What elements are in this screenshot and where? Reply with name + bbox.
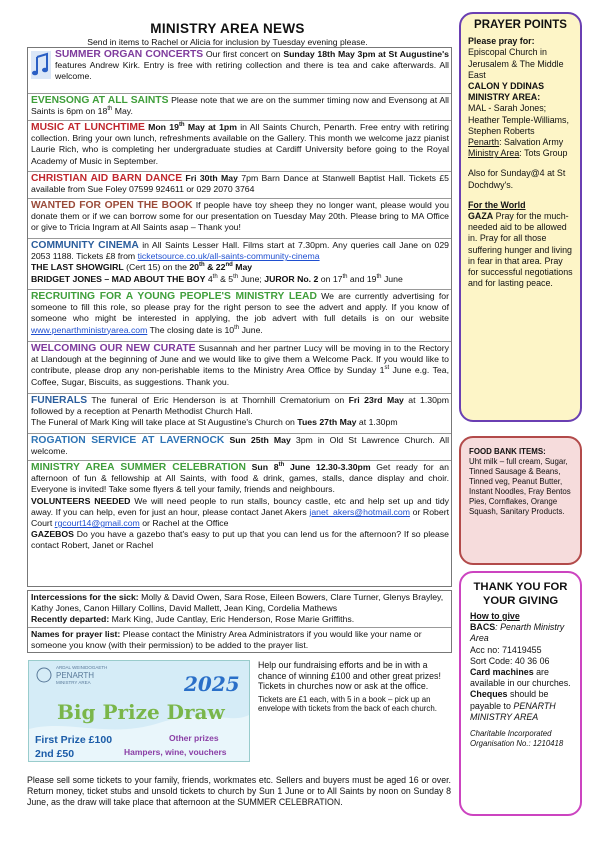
- ticket-info: Tickets are £1 each, with 5 in a book – pick up an envelope with tickets from the back of each church.: [258, 694, 437, 714]
- prayer-points-box: [459, 12, 582, 422]
- email-link-robert[interactable]: rgcourt14@gmail.com: [54, 518, 140, 529]
- lunchtime-date: Mon 19: [144, 122, 179, 132]
- organ-text-2: features Andrew Kirk. Entry is free with retiring collection and there is tea and cake afterwards. All welcome.: [55, 60, 449, 82]
- prayer-gaza-label: GAZA: [468, 211, 494, 222]
- recruit-heading: RECRUITING FOR A YOUNG PEOPLE'S MINISTRY LEAD: [31, 291, 317, 302]
- film-month: May: [232, 262, 253, 273]
- superscript: th: [376, 273, 382, 280]
- superscript: th: [212, 273, 218, 280]
- prize-draw-info: [258, 660, 448, 714]
- cinema-text: in All Saints Lesser Hall. Films start at 7.30pm. Any queries call Jane on 029 2053 1188. Tickets £8 from: [31, 240, 449, 262]
- how-to-give: How to give: [470, 611, 520, 621]
- evensong-text: Please note that we are on the summer timing now and Evensong at All Saints is 6pm on 18: [31, 95, 449, 117]
- film-text: (Cert 15) on the: [123, 262, 190, 273]
- sell-tickets-text: Please sell some tickets to your family, friends, workmates etc. Sellers and buyers must be aged 16 or over. Return money, ticket stubs and unsold tickets to church by Sun 1 June or to All Saints by noon on Sunday 8 June, as the draw will take place that afternoon at the SUMMER CELEBRATION.: [27, 775, 451, 807]
- prayer-world-heading: For the World: [468, 199, 526, 210]
- gazebos-label: GAZEBOS: [31, 529, 74, 540]
- prize-draw-graphic: [29, 661, 249, 761]
- community-cinema-section: [28, 239, 451, 290]
- prayer-penarth-text: : Salvation Army: [499, 137, 564, 148]
- prayer-ministry-area: Ministry Area: [468, 148, 520, 159]
- superscript: st: [384, 365, 390, 372]
- cinema-heading: COMMUNITY CINEMA: [31, 240, 139, 251]
- superscript: nd: [225, 262, 233, 269]
- film-date: 4: [205, 273, 213, 284]
- prayer-ministry-text: : Tots Group: [519, 148, 568, 159]
- evensong-heading: EVENSONG AT ALL SAINTS: [31, 95, 169, 106]
- music-lunchtime-section: [28, 121, 451, 172]
- names-label: Names for prayer list:: [31, 628, 121, 639]
- other-prizes-list: Hampers, wine, vouchers: [124, 747, 227, 757]
- prayer-points-title: PRAYER POINTS: [474, 19, 567, 31]
- account-number: Acc no: 71419455: [470, 644, 542, 655]
- prayer-list-note: [28, 628, 451, 652]
- organ-text: Our first concert on: [203, 49, 284, 59]
- book-text: If people have toy sheep they no longer want, please would you donate them or if we can borrow some for our presentation on Tuesday May 20th. Please bring to MA Office or give to Tricia Ingram at All Saints asap – Thank you!: [31, 200, 449, 233]
- volunteers-text-3: or Rachel at the Office: [139, 518, 229, 529]
- barn-heading: CHRISTIAN AID BARN DANCE: [31, 173, 183, 184]
- rogation-heading: ROGATION SERVICE AT LAVERNOCK: [31, 435, 225, 446]
- card-text: are available in our churches.: [470, 667, 571, 689]
- draw-title: Big Prize Draw: [57, 700, 225, 724]
- volunteers-text: We will need people to run stalls, bouncy castle, etc and help set up and tidy away. If you can help, even for just an hour, please contact Janet Akers: [31, 495, 449, 517]
- prayer-intro: Please pray for:: [468, 36, 535, 47]
- recruit-text-3: June.: [239, 324, 263, 335]
- prayer-episcopal: Episcopal Church in Jerusalem & The Middle East: [468, 47, 564, 80]
- curate-heading: WELCOMING OUR NEW CURATE: [31, 343, 196, 354]
- superscript: th: [199, 262, 205, 269]
- prize-draw-text: Help our fundraising efforts and be in with a chance of winning £100 and other great prizes! Tickets in churches now or ask at the office.: [258, 660, 441, 692]
- departed-label: Recently departed:: [31, 614, 110, 625]
- cheques-label: Cheques: [470, 689, 508, 700]
- giving-title: THANK YOU FOR YOUR GIVING: [473, 581, 568, 607]
- recruit-text-2: The closing date is 10: [147, 324, 235, 335]
- book-heading: WANTED FOR OPEN THE BOOK: [31, 200, 193, 211]
- email-link-janet[interactable]: janet_akers@hotmail.com: [309, 506, 410, 517]
- food-bank-title: FOOD BANK ITEMS:: [469, 447, 546, 456]
- superscript: th: [107, 106, 113, 113]
- funerals-text-2: at 1.30pm followed by a reception at Penarth Methodist Church Hall.: [31, 395, 449, 417]
- volunteers-text-2: or Robert Court: [31, 506, 449, 529]
- giving-box: [459, 571, 582, 816]
- celebration-date: Sun 8: [245, 462, 279, 472]
- film-month: June: [381, 273, 403, 284]
- departed-text: Mark King, Jude Cantlay, Eric Henderson, Rose Marie Griffiths.: [109, 614, 355, 625]
- intercessions-panel: [27, 590, 452, 653]
- page-title: MINISTRY AREA NEWS: [150, 21, 305, 36]
- rogation-date: Sun 25th May: [224, 435, 291, 445]
- second-prize: 2nd £50: [35, 748, 75, 760]
- film-date: & 22: [204, 262, 226, 273]
- film-title: THE LAST SHOWGIRL: [31, 262, 124, 273]
- food-bank-items: Uht milk – full cream, Sugar, Tinned Sausage & Beans, Tinned veg, Peanut Butter, Instant Noodles, Fray Bentos Pies, Cornflakes, Orange Squash, Sanitary Products.: [469, 457, 571, 516]
- film-title: JUROR No. 2: [264, 273, 319, 284]
- bacs-label: BACS: [470, 622, 496, 633]
- celebration-time: June 12.30-3.30pm: [284, 462, 371, 472]
- lunchtime-heading: MUSIC AT LUNCHTIME: [31, 122, 145, 133]
- volunteers-label: VOLUNTEERS NEEDED: [31, 495, 131, 506]
- music-note-icon: [31, 51, 51, 79]
- funerals-text-3: The Funeral of Mark King will take place at St Augustine's Church on: [31, 417, 298, 428]
- intercessions-sick: [28, 591, 451, 628]
- organ-heading: SUMMER ORGAN CONCERTS: [55, 49, 204, 60]
- rogation-text: 3pm in Old St Lawrence Church. All welcome.: [31, 435, 449, 457]
- sick-text: Molly & David Owen, Sara Rose, Eileen Bowers, Clare Turner, Glenys Brayley, Kathy Jones, Canon Hillary Collins, David Mallett, Jean King, Cordelia Mathews: [31, 592, 444, 614]
- funeral-date: Fri 23rd May: [348, 395, 404, 405]
- draw-year: 2025: [184, 672, 240, 696]
- superscript: th: [234, 324, 240, 331]
- prize-draw-banner: [28, 660, 250, 762]
- celebration-heading: MINISTRY AREA SUMMER CELEBRATION: [31, 462, 246, 473]
- superscript: th: [278, 462, 285, 469]
- barn-date: Fri 30th May: [182, 173, 238, 183]
- funerals-text: The funeral of Eric Henderson is at Thornhill Crematorium on: [87, 395, 349, 405]
- sick-label: Intercessions for the sick:: [31, 592, 139, 602]
- prayer-penarth: Penarth: [468, 137, 500, 148]
- film-date: 20: [189, 262, 200, 273]
- funerals-heading: FUNERALS: [31, 395, 88, 406]
- curate-text-2: June e.g. Tea, Coffee, Sugar, Biscuits, as suggestions. Thank you.: [31, 365, 449, 387]
- superscript: th: [342, 273, 348, 280]
- gazebos-text: Do you have a gazebo that's easy to put up that you can lend us for the afternoon? If so please contact Robert, Janet or Rachel: [31, 529, 449, 551]
- charity-number: Charitable Incorporated Organisation No.: 1210418: [470, 729, 564, 749]
- new-curate-section: [28, 342, 451, 394]
- summer-celebration-section: [28, 461, 451, 573]
- logo-sub-text: MINISTRY AREA: [56, 680, 91, 685]
- cheques-text: should be payable to: [470, 689, 549, 711]
- curate-text: Susannah and her partner Lucy will be moving in to the Rectory at Llandough at the beginning of June and we would like to give them a Welcome Pack. If you would like to contribute, please drop any non-perishable items to the Ministry Area Office by Sunday 1: [31, 343, 449, 376]
- lunchtime-time: May at 1pm: [184, 122, 237, 132]
- sort-code: Sort Code: 40 36 06: [470, 655, 550, 666]
- prayer-gaza-text: Pray for the much-needed aid to be allowed in. Pray for all those suffering hunger and living in fear in that area. Pray for successful negotiations and for lasting peace.: [468, 211, 573, 289]
- organ-date: Sunday 18th May 3pm at St Augustine's: [283, 49, 449, 59]
- superscript: th: [233, 273, 239, 280]
- funerals-text-4: at 1.30pm: [356, 417, 398, 428]
- lunchtime-text: in All Saints Church, Penarth. Free entry with retiring collection. Bring your own lunch, refreshments available on the Gallery. This month we welcome jazz pianist Laurie Rich, who is completing her undergraduate studies at Cardiff University before going to the Royal Academy of Music in September.: [31, 122, 450, 166]
- first-prize: First Prize £100: [35, 734, 113, 746]
- prayer-mal: MAL - Sarah Jones; Heather Temple-Williams, Stephen Roberts: [468, 103, 569, 136]
- website-link[interactable]: www.penarthministryarea.com: [31, 324, 148, 335]
- food-bank-box: [459, 436, 582, 565]
- news-panel: [27, 47, 452, 587]
- prayer-sunday: Also for Sunday@4 at St Dochdwy's.: [468, 168, 566, 190]
- recruit-text: We are currently advertising for someone to fill this role, so please pray for the right person to see the advert and apply. If you know of someone who might be interested in applying, the job advert with full details is on our website: [31, 291, 449, 324]
- open-the-book-section: [28, 199, 451, 239]
- cheques-payee: PENARTH MINISTRY AREA: [470, 700, 556, 722]
- film-text: June;: [238, 273, 265, 284]
- evensong-section: [28, 94, 451, 121]
- film-date: and 19: [347, 273, 377, 284]
- page-subtitle: Send in items to Rachel or Alicia for inclusion by Tuesday evening please.: [87, 37, 368, 47]
- recruiting-section: [28, 290, 451, 342]
- funerals-section: [28, 394, 451, 434]
- film-date: & 5: [217, 273, 234, 284]
- other-prizes: Other prizes: [169, 733, 219, 743]
- funeral-date: Tues 27th May: [297, 417, 357, 428]
- logo-text: PENARTH: [56, 671, 95, 680]
- organ-concerts-section: [28, 48, 451, 94]
- prayer-calon: CALON Y DDINAS MINISTRY AREA:: [468, 81, 545, 103]
- card-label: Card machines: [470, 667, 534, 678]
- names-text: Please contact the Ministry Area Administrators if you would like your name or someone you know (with their permission) to be added to the prayer list.: [31, 628, 422, 650]
- film-date: on 17: [318, 273, 343, 284]
- cinema-link[interactable]: ticketsource.co.uk/all-saints-community-cinema: [137, 251, 320, 262]
- barn-dance-section: [28, 172, 451, 199]
- film-title: BRIDGET JONES – MAD ABOUT THE BOY: [31, 273, 206, 284]
- barn-text: 7pm Barn Dance at Stanwell Baptist Hall. Tickets £5 available from Sue Foley 07599 924611 or 029 2070 3764: [31, 173, 449, 195]
- celebration-text: Get ready for an afternoon of fun & fellowship at All Saints, with food & drink, games, stalls, dance display and choir. Everyone is invited! Take some flyers & tell your family, friends and neighbours.: [31, 462, 449, 495]
- rogation-section: [28, 434, 451, 461]
- bacs-text: : Penarth Ministry Area: [470, 622, 565, 644]
- superscript: th: [178, 122, 185, 129]
- evensong-text-2: May.: [112, 106, 133, 117]
- logo-small-text: ARDAL WEINIDOGAETH: [56, 665, 108, 670]
